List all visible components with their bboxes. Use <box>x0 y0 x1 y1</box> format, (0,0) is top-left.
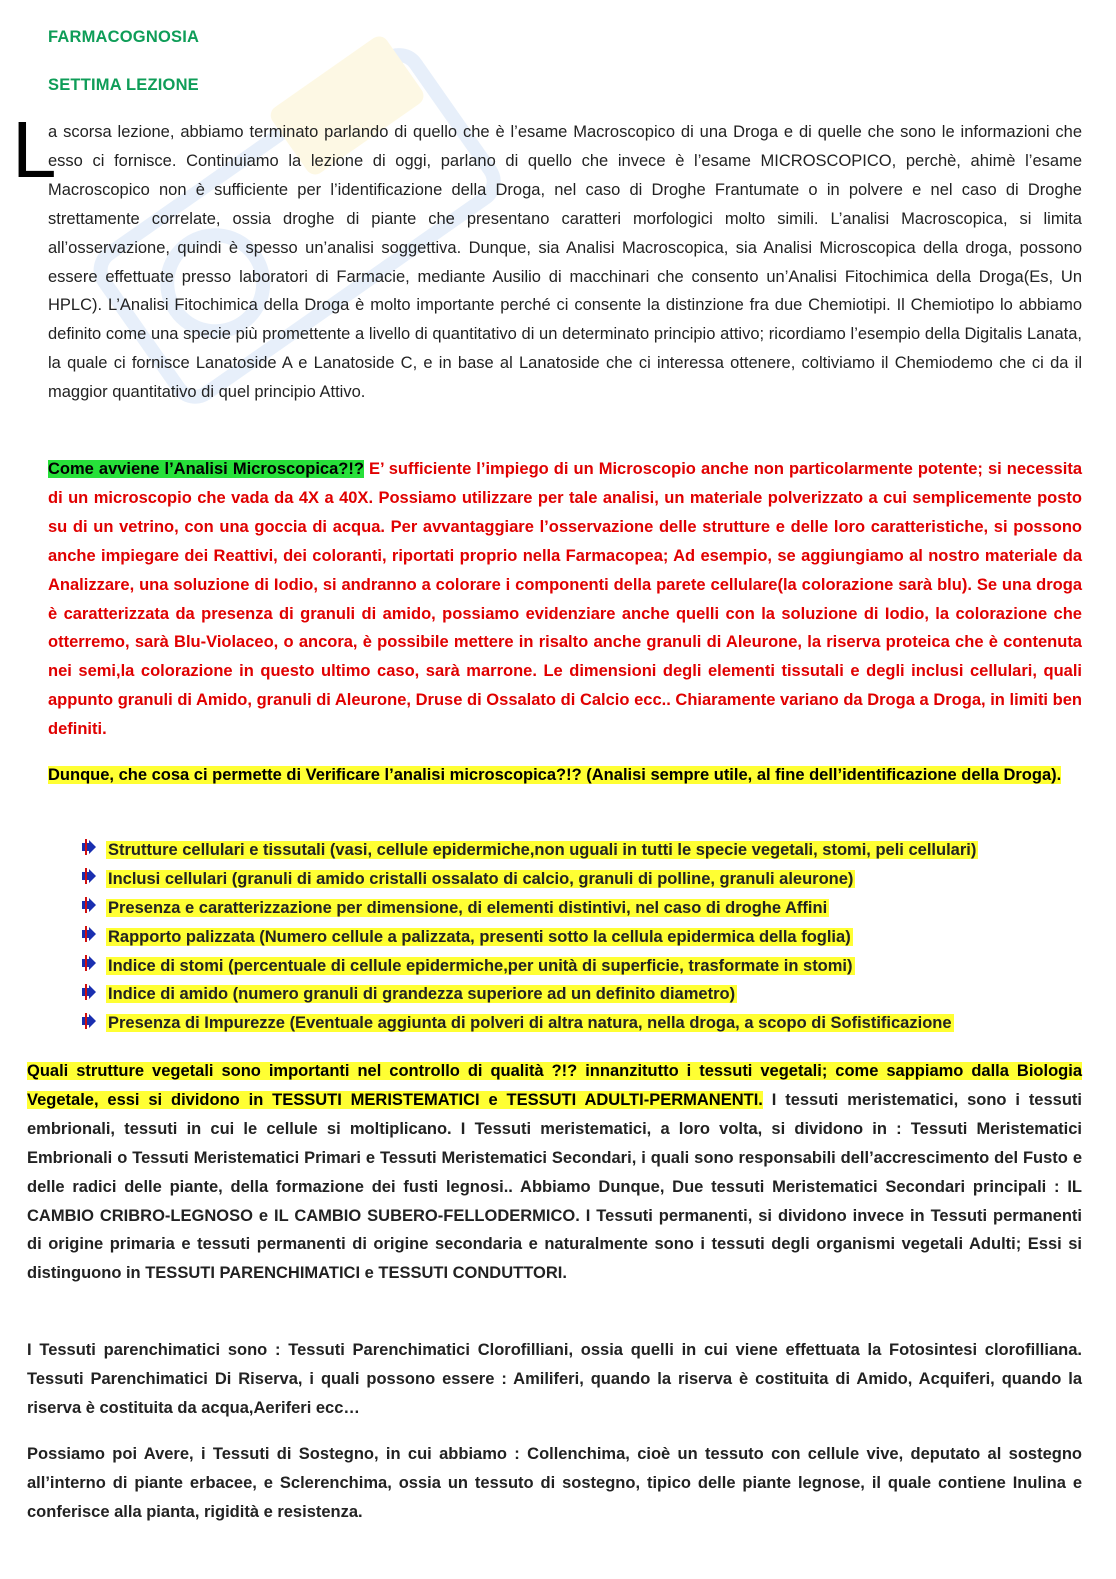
list-item: Presenza di Impurezze (Eventuale aggiunta di polveri di altra natura, nella droga, a scopo di Sofistificazione <box>80 1009 1080 1038</box>
list-item: Strutture cellulari e tissutali (vasi, cellule epidermiche,non uguali in tutti le specie vegetali, stomi, peli cellulari) <box>80 836 1080 865</box>
sostegno-paragraph: Possiamo poi Avere, i Tessuti di Sostegno, in cui abbiamo : Collenchima, cioè un tessuto con cellule vive, deputato al sostegno all’interno di piante erbacee, e Sclerenchima, ossia un tessuto di sostegno, tipico delle piante legnose, il quale contiene Inulina e conferisce alla pianta, rigidità e resistenza. <box>27 1445 1082 1521</box>
course-title: FARMACOGNOSIA <box>48 28 200 46</box>
arrow-bullet-icon <box>80 981 106 1010</box>
arrow-bullet-icon <box>80 894 106 923</box>
parenchimatici-paragraph: I Tessuti parenchimatici sono : Tessuti Parenchimatici Clorofilliani, ossia quelli in cui viene effettuata la Fotosintesi clorofilliana. Tessuti Parenchimatici Di Riserva, i quali possono essere : Amiliferi, quando la riserva è costituita di Amido, Acquiferi, quando la riserva è costituita da acqua,Aeriferi ecc… <box>27 1341 1082 1417</box>
microscopica-paragraph <box>48 455 1082 744</box>
arrow-bullet-icon <box>80 1010 106 1039</box>
list-item: Indice di stomi (percentuale di cellule epidermiche,per unità di superficie, trasformate in stomi) <box>80 952 1080 981</box>
list-item: Inclusi cellulari (granuli di amido cristalli ossalato di calcio, granuli di polline, granuli aleurone) <box>80 865 1080 894</box>
microscopica-answer: E’ sufficiente l’impiego di un Microscopio anche non particolarmente potente; si necessita di un microscopio che vada da 4X a 40X. Possiamo utilizzare per tale analisi, un materiale polverizzato a cui semplicemente posto su di un vetrino, con una goccia di acqua. Per avvantaggiare l’osservazione delle strutture e delle loro caratteristiche, si possono anche impiegare dei Reattivi, dei coloranti, riportati proprio nella Farmacopea; Ad esempio, se aggiungiamo al nostro materiale da Analizzare, una soluzione di Iodio, si andranno a colorare i componenti della parete cellulare(la colorazione sarà blu). Se una droga è caratterizzata da presenza di granuli di amido, possiamo evidenziare anche quelli con la soluzione di Iodio, la colorazione che otterremo, sarà Blu-Violaceo, o ancora, è possibile mettere in risalto anche granuli di Aleurone, la riserva proteica che è contenuta nei semi,la colorazione in questo ultimo caso, sarà marrone. Le dimensioni degli elementi tissutali e degli inclusi cellulari, quali appunto granuli di Amido, granuli di Aleurone, Druse di Ossalato di Calcio ecc.. Chiaramente variano da Droga a Droga, in limiti ben definiti. <box>48 460 1082 739</box>
microscopica-question: Come avviene l’Analisi Microscopica?!? <box>48 460 364 478</box>
arrow-bullet-icon <box>80 836 106 865</box>
lesson-title: SETTIMA LEZIONE <box>48 76 199 94</box>
list-item: Rapporto palizzata (Numero cellule a palizzata, presenti sotto la cellula epidermica della foglia) <box>80 923 1080 952</box>
arrow-bullet-icon <box>80 865 106 894</box>
intro-paragraph <box>12 105 1082 407</box>
verifica-paragraph <box>48 761 1082 790</box>
tessuti-highlight: Quali strutture vegetali sono importanti nel controllo di qualità ?!? innanzitutto i tessuti vegetali; come sappiamo dalla Biologia Vegetale, essi si dividono in TESSUTI MERISTEMATICI e TESSUTI ADULTI-PERMANENTI. <box>27 1062 1082 1109</box>
verifica-text: Dunque, che cosa ci permette di Verificare l’analisi microscopica?!? (Analisi sempre utile, al fine dell’identificazione della Droga). <box>48 766 1062 784</box>
intro-text: a scorsa lezione, abbiamo terminato parlando di quello che è l’esame Macroscopico di una Droga e di quelle che sono le informazioni che esso ci fornisce. Continuiamo la lezione di oggi, parlano di quello che invece è l’esame MICROSCOPICO, perchè, ahimè l’esame Macroscopico non è sufficiente per l’identificazione della Droga, nel caso di Droghe Frantumate o in polvere e nel caso di Droghe strettamente correlate, ossia droghe di piante che presentano caratteri morfologici molto simili. L’analisi Macroscopica, si limita all’osservazione, quindi è spesso un’analisi soggettiva. Dunque, sia Analisi Macroscopica, sia Analisi Microscopica della droga, possono essere effettuate presso laboratori di Farmacie, mediante Ausilio di macchinari che consento un’Analisi Fitochimica della Droga(Es, Un HPLC). L’Analisi Fitochimica della Droga è molto importante perché ci consente la distinzione fra due Chemiotipi. Il Chemiotipo lo abbiamo definito come una specie più promettente a livello di quantitativo di un determinato principio attivo; ricordiamo l’esempio della Digitalis Lanata, la quale ci fornisce Lanatoside A e Lanatoside C, e in base al Lanatoside che ci interessa ottenere, coltiviamo il Chemiodemo che ci da il maggior quantitativo di quel principio Attivo. <box>48 123 1082 402</box>
tessuti-text: I tessuti meristematici, sono i tessuti embrionali, tessuti in cui le cellule si moltiplicano. I Tessuti meristematici, a loro volta, si dividono in : Tessuti Meristematici Embrionali o Tessuti Meristematici Primari e Tessuti Meristematici Secondari, i quali sono responsabili dell’accrescimento del Fusto e delle radici delle piante, della formazione dei fusti legnosi.. Abbiamo Dunque, Due tessuti Meristematici Secondari principali : IL CAMBIO CRIBRO-LEGNOSO e IL CAMBIO SUBERO-FELLODERMICO. I Tessuti permanenti, si dividono invece in Tessuti permanenti di origine primaria e tessuti permanenti di origine secondaria e naturalmente sono i tessuti degli organismi vegetali Adulti; Essi si distinguono in TESSUTI PARENCHIMATICI e TESSUTI CONDUTTORI. <box>27 1090 1082 1283</box>
arrow-bullet-icon <box>80 952 106 981</box>
list-item: Indice di amido (numero granuli di grandezza superiore ad un definito diametro) <box>80 980 1080 1009</box>
verification-list <box>80 836 1080 1038</box>
arrow-bullet-icon <box>80 923 106 952</box>
tessuti-paragraph <box>27 1057 1082 1288</box>
list-item: Presenza e caratterizzazione per dimensione, di elementi distintivi, nel caso di droghe Affini <box>80 894 1080 923</box>
drop-cap: L <box>12 105 57 194</box>
